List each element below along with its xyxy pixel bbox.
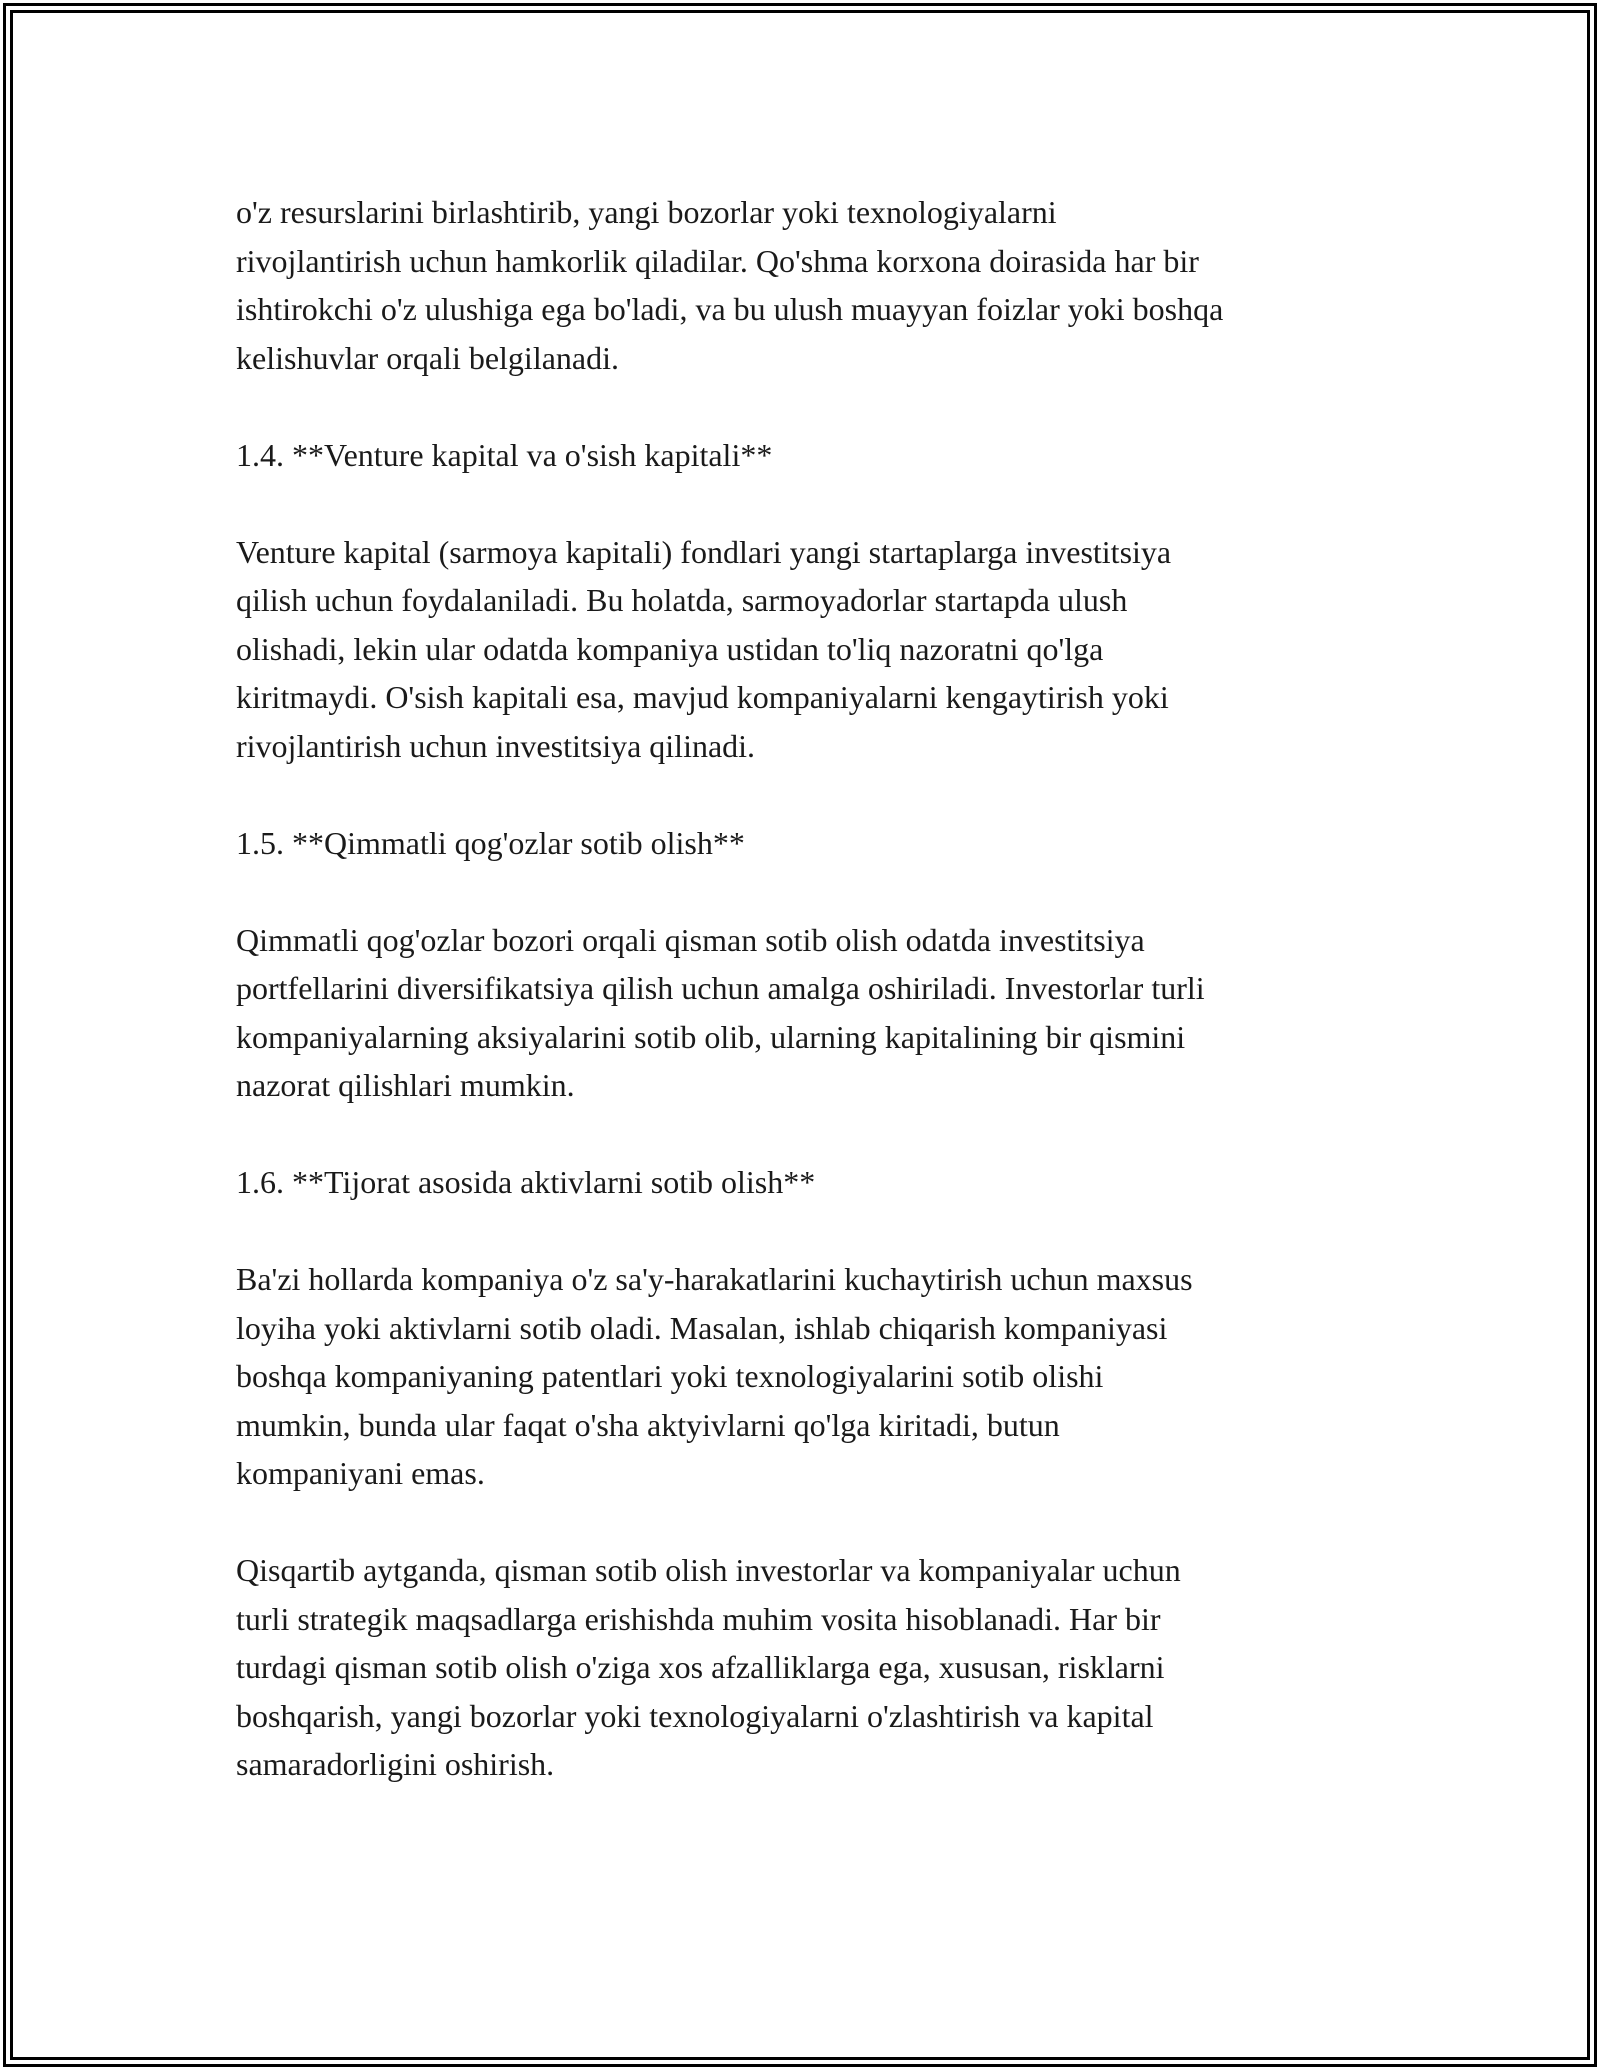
text-line: nazorat qilishlari mumkin.: [236, 1067, 575, 1103]
section-heading-1-6: [236, 1158, 1376, 1207]
text-line: portfellarini diversifikatsiya qilish uchun amalga oshiriladi. Investorlar turli: [236, 970, 1205, 1006]
text-line: rivojlantirish uchun hamkorlik qiladilar. Qo'shma korxona doirasida har bir: [236, 242, 1199, 279]
text-line: olishadi, lekin ular odatda kompaniya ustidan to'liq nazoratni qo'lga: [236, 630, 1104, 667]
text-line: Qisqartib aytganda, qisman sotib olish investorlar va kompaniyalar uchun: [236, 1552, 1181, 1588]
paragraph-venture-capital: [236, 528, 1376, 771]
text-line: samaradorligini oshirish.: [236, 1746, 555, 1782]
paragraph-securities: [236, 916, 1376, 1110]
text-line: turli strategik maqsadlarga erishishda muhim vosita hisoblanadi. Har bir: [236, 1600, 1161, 1637]
text-line: turdagi qisman sotib olish o'ziga xos afzalliklarga ega, xususan, risklarni: [236, 1649, 1165, 1685]
paragraph-asset-acquisition: [236, 1255, 1376, 1498]
text-line: loyiha yoki aktivlarni sotib oladi. Masalan, ishlab chiqarish kompaniyasi: [236, 1309, 1168, 1346]
section-heading-1-5: [236, 819, 1376, 868]
document-body: [236, 188, 1376, 1837]
text-line: kelishuvlar orqali belgilanadi.: [236, 339, 619, 376]
paragraph-joint-venture-continued: [236, 188, 1376, 382]
text-line: kompaniyalarning aksiyalarini sotib olib, ularning kapitalining bir qismini: [236, 1018, 1186, 1055]
text-line: ishtirokchi o'z ulushiga ega bo'ladi, va bu ulush muayyan foizlar yoki boshqa: [236, 291, 1224, 327]
text-line: boshqarish, yangi bozorlar yoki texnologiyalarni o'zlashtirish va kapital: [236, 1697, 1154, 1734]
section-heading-1-4: [236, 431, 1376, 480]
text-line: Ba'zi hollarda kompaniya o'z sa'y-harakatlarini kuchaytirish uchun maxsus: [236, 1261, 1193, 1297]
text-line: rivojlantirish uchun investitsiya qilinadi.: [236, 727, 756, 764]
text-line: o'z resurslarini birlashtirib, yangi bozorlar yoki texnologiyalarni: [236, 194, 1057, 230]
text-line: Venture kapital (sarmoya kapitali) fondlari yangi startaplarga investitsiya: [236, 533, 1172, 570]
text-line: mumkin, bunda ular faqat o'sha aktyivlarni qo'lga kiritadi, butun: [236, 1406, 1060, 1443]
heading-text: 1.6. **Tijorat asosida aktivlarni sotib olish**: [236, 1164, 816, 1200]
text-line: qilish uchun foydalaniladi. Bu holatda, sarmoyadorlar startapda ulush: [236, 582, 1128, 618]
heading-text: 1.4. **Venture kapital va o'sish kapitali**: [236, 436, 773, 473]
text-line: boshqa kompaniyaning patentlari yoki texnologiyalarini sotib olishi: [236, 1358, 1104, 1394]
heading-text: 1.5. **Qimmatli qog'ozlar sotib olish**: [236, 824, 745, 861]
text-line: kiritmaydi. O'sish kapitali esa, mavjud kompaniyalarni kengaytirish yoki: [236, 679, 1169, 715]
text-line: Qimmatli qog'ozlar bozori orqali qisman sotib olish odatda investitsiya: [236, 921, 1145, 958]
paragraph-summary: [236, 1546, 1376, 1789]
text-line: kompaniyani emas.: [236, 1455, 485, 1491]
